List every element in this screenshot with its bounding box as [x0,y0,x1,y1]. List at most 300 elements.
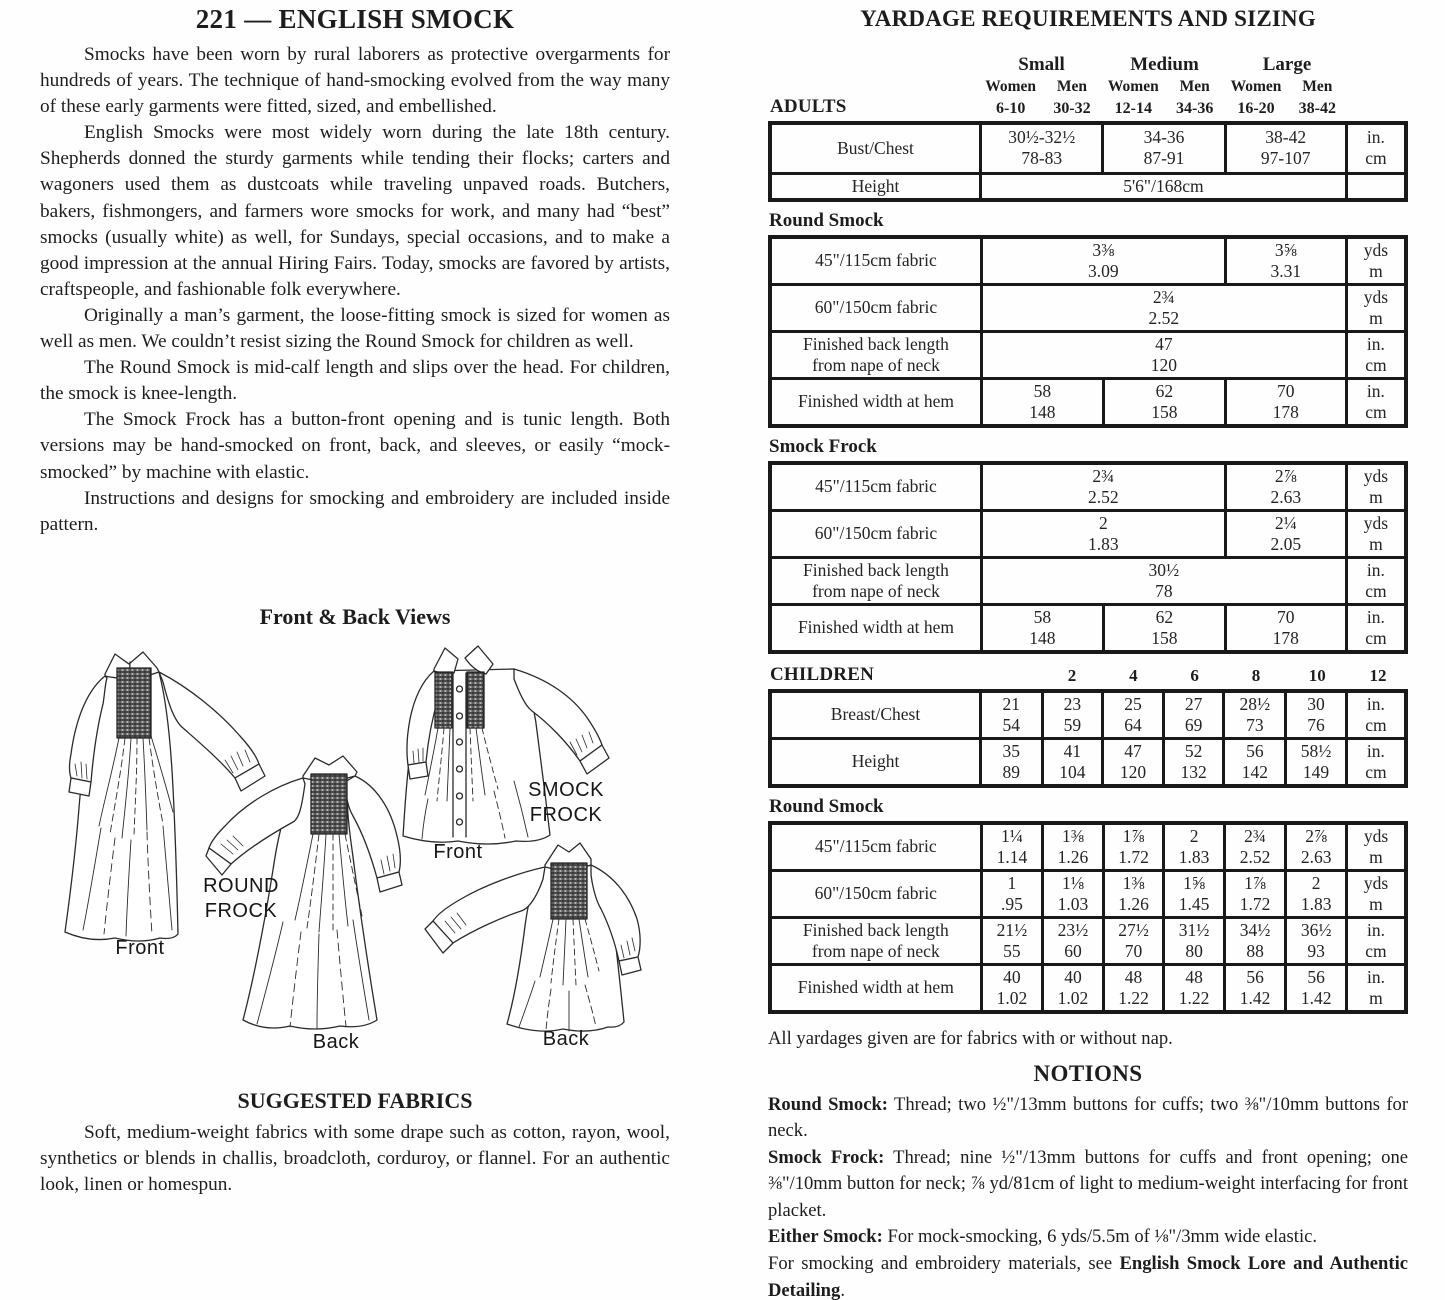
page-title: 221 — ENGLISH SMOCK [195,4,515,34]
cell-line: yds [1363,512,1389,533]
sizing-table [768,235,1408,428]
table-row [770,738,1406,786]
table-row [770,557,1406,604]
round-frock-label [203,874,279,924]
cell-line: 1.02 [1057,987,1089,1008]
cell-line: 89 [1002,761,1021,782]
cell-line: 2⅞ [1305,825,1328,846]
round-smock-adults-table-wrap [768,235,1408,428]
cell-line: Finished back length [803,333,949,354]
gender-header-row [768,76,1408,96]
cell-line: Height [851,175,900,196]
value-cell [1346,604,1406,652]
notion-lead-in: Round Smock: [768,1093,889,1115]
cell-line: 2.05 [1270,533,1302,554]
cell-line: 70 [1277,606,1295,627]
value-cell [1164,917,1225,964]
value-cell [1346,557,1406,604]
value-cell [1346,738,1406,786]
row-label-cell [770,173,981,200]
row-label-cell [770,510,981,557]
cell-line: Height [851,751,900,771]
frock-front-caption: Front [433,841,483,863]
cell-line: 2 [1098,512,1108,533]
cell-line: 120 [1150,354,1177,375]
value-cell [1346,173,1406,200]
table-row [770,284,1406,331]
size-group-small: Small [1018,54,1065,76]
cell-line: Finished width at hem [797,391,954,411]
cell-line: 1.83 [1088,533,1119,554]
value-cell [1103,123,1225,173]
cell-line: Finished width at hem [797,977,954,997]
cell-line: 1⅞ [1122,825,1145,846]
value-cell [981,378,1103,426]
intro-paragraph: The Round Smock is mid-calf length and slips over the head. For children, the smock is knee-length. [40,357,670,405]
row-label-cell [770,604,981,652]
table-row [770,917,1406,964]
intro-paragraph: Smocks have been worn by rural laborers as protective overgarments for hundreds of years. The technique of hand-smocking evolved from the way many of these early garments were fitted, sized, and embellished. [40,44,670,118]
child-size: 12 [1369,665,1387,685]
cell-line: 158 [1151,401,1178,422]
value-cell [1346,691,1406,739]
cell-line: 70 [1277,380,1295,401]
cell-line: in. [1366,919,1385,940]
table-row [770,510,1406,557]
cell-line: 2.52 [1088,486,1119,507]
value-cell [1103,604,1225,652]
cell-line: 88 [1246,940,1264,961]
notion-smock-frock [768,1145,1408,1225]
cell-line: 2¾ [1152,286,1175,307]
cell-line: 78-83 [1021,148,1063,169]
cell-line: 45"/115cm fabric [815,250,937,270]
notion-lead-in: English Smock Lore and Authentic Detailing [768,1253,1408,1300]
cell-line: 1.03 [1057,893,1089,914]
cell-line: 158 [1151,627,1178,648]
cell-line: 1.42 [1300,987,1332,1008]
cell-line: 148 [1029,627,1056,648]
value-cell [981,691,1043,739]
cell-line: 2.63 [1270,486,1302,507]
cell-line: 1.83 [1300,893,1332,914]
adults-label: ADULTS [770,96,847,118]
cell-line: 31½ [1178,919,1210,940]
cell-line: 28½ [1239,693,1271,714]
value-cell [1224,823,1286,871]
row-label-cell [770,557,981,604]
notion-text: Thread; two ½"/13mm buttons for cuffs; two ⅜"/10mm buttons for neck. [768,1093,1409,1142]
cell-line: 2¾ [1092,465,1115,486]
value-cell [981,604,1103,652]
value-cell [1286,917,1347,964]
sizing-table [768,821,1408,1014]
section-round-smock-adults: Round Smock [769,209,884,231]
row-label-cell [770,284,981,331]
adult-size: 38-42 [1298,99,1336,117]
value-cell [1103,691,1164,739]
cell-line: 1⅞ [1244,872,1267,893]
notion-either-smock [768,1224,1408,1251]
gender-label: Men [1056,78,1088,96]
cell-line: m [1369,987,1383,1008]
cell-line: 56 [1246,966,1264,987]
value-cell [981,738,1043,786]
adult-size: 34-36 [1175,99,1214,117]
cell-line: 2.63 [1300,846,1332,867]
value-cell [981,917,1043,964]
value-cell [981,823,1043,871]
value-cell [981,557,1346,604]
cell-line: 2.52 [1239,846,1271,867]
notion-round-smock [768,1092,1408,1145]
cell-line: 59 [1063,714,1082,735]
cell-line: 27 [1184,693,1203,714]
smock-frock-label-line2: FROCK [529,804,603,826]
cell-line: 58 [1033,606,1052,627]
cell-line: .95 [1000,893,1023,914]
cell-line: 34-36 [1143,127,1185,148]
cell-line: 55 [1003,940,1021,961]
value-cell [1103,964,1164,1012]
cell-line: 132 [1180,761,1207,782]
table-row [770,237,1406,285]
sizing-table [768,121,1408,202]
value-cell [1042,738,1103,786]
intro-paragraph: Originally a man’s garment, the loose-fitting smock is sized for women as well as men. We couldn’t resist sizing the Round Smock for children as well. [40,304,670,353]
cell-line: 60 [1064,940,1082,961]
cell-line: 1.45 [1178,893,1210,914]
cell-line: 54 [1002,714,1021,735]
smocking-panel [117,668,151,738]
round-frock-label-line1: ROUND [203,875,279,897]
cell-line: 1.02 [996,987,1028,1008]
gender-label: Men [1179,78,1210,96]
cell-line: Finished width at hem [797,617,954,637]
cell-line: 52 [1184,740,1203,761]
value-cell [981,173,1347,200]
row-label-cell [770,917,981,964]
cell-line: 36½ [1300,919,1332,940]
cell-line: 1.22 [1178,987,1210,1008]
fabrics-heading: SUGGESTED FABRICS [237,1088,473,1113]
adult-size: 6-10 [996,99,1026,117]
value-cell [1103,823,1164,871]
cell-line: 40 [1064,966,1082,987]
cell-line: m [1369,486,1383,507]
cell-line: 21 [1002,693,1021,714]
row-label-cell [770,463,981,511]
value-cell [1043,917,1104,964]
cell-line: 1⅛ [1062,872,1084,893]
intro-paragraph: Instructions and designs for smocking and embroidery are included inside pattern. [40,487,670,535]
value-cell [1225,378,1346,426]
cell-line: 38-42 [1265,127,1307,148]
adults-sizing-table-wrap [768,121,1408,202]
child-size: 8 [1251,665,1261,685]
cell-line: 30½-32½ [1008,127,1076,148]
cell-line: 64 [1124,714,1142,735]
cell-line: 2 [1311,872,1321,893]
cell-line: 1¼ [1000,825,1023,846]
cell-line: 148 [1029,401,1056,422]
notion-text: For mock-smocking, 6 yds/5.5m of ⅛"/3mm wide elastic. [882,1226,1318,1248]
cell-line: m [1369,893,1383,914]
frock-back-caption: Back [542,1028,590,1050]
child-size: 2 [1067,665,1077,685]
cell-line: 2¼ [1274,512,1297,533]
row-label-cell [770,964,981,1012]
adult-size: 16-20 [1237,99,1275,117]
cell-line: cm [1365,627,1387,648]
cell-line: cm [1365,401,1387,422]
cell-line: 48 [1185,966,1203,987]
fabrics-section [40,1120,670,1198]
round-smock-children-table-wrap [768,821,1408,1014]
cell-line: cm [1365,148,1387,169]
size-group-header-row [768,53,1408,76]
value-cell [1346,237,1406,285]
cell-line: 120 [1119,761,1147,782]
cell-line: Bust/Chest [837,137,914,158]
value-cell [1346,510,1406,557]
cell-line: 30 [1307,693,1325,714]
value-cell [1043,870,1104,917]
sizing-table [768,689,1408,788]
row-label-cell [770,691,981,739]
cell-line: Finished back length [803,559,949,580]
cell-line: in. [1366,693,1385,714]
cell-line: 2¾ [1244,825,1267,846]
value-cell [981,510,1225,557]
value-cell [1225,463,1346,511]
cell-line: m [1369,846,1383,867]
cell-line: 78 [1155,580,1173,601]
row-label-cell [770,331,981,378]
cell-line: cm [1365,761,1387,782]
cell-line: yds [1363,465,1389,486]
size-group-medium: Medium [1130,54,1199,76]
notion-lead-in: Smock Frock: [768,1146,885,1168]
cell-line: 149 [1302,761,1330,782]
gender-label: Men [1302,78,1333,96]
nap-note: All yardages given are for fabrics with or without nap. [768,1027,1173,1049]
cell-line: 1.26 [1057,846,1089,867]
cell-line: 69 [1184,714,1203,735]
cell-line: 23 [1063,693,1082,714]
child-size: 4 [1129,665,1138,685]
smock-frock-adults-table-wrap [768,461,1408,654]
cell-line: from nape of neck [812,354,940,375]
table-row [770,463,1406,511]
table-row [770,331,1406,378]
cell-line: 58 [1033,380,1052,401]
table-row [770,173,1406,200]
cell-line: 56 [1246,740,1264,761]
cell-line: in. [1366,740,1385,761]
gender-label: Women [1107,78,1159,96]
value-cell [1225,510,1346,557]
table-row [770,823,1406,871]
cell-line: 3⅜ [1092,239,1115,260]
cell-line: cm [1365,354,1387,375]
value-cell [1103,917,1164,964]
fabrics-paragraph: Soft, medium-weight fabrics with some drape such as cotton, rayon, wool, synthetics or blends in challis, broadcloth, corduroy, or flannel. For an authentic look, linen or homespun. [40,1122,670,1196]
value-cell [981,463,1225,511]
cell-line: 60"/150cm fabric [814,883,937,903]
cell-line: 87-91 [1143,148,1185,169]
value-cell [1224,691,1286,739]
cell-line: in. [1366,559,1385,580]
cell-line: in. [1366,127,1385,148]
size-group-large: Large [1262,54,1312,76]
cell-line: 34½ [1239,919,1271,940]
cell-line: 1.72 [1239,893,1271,914]
cell-line: 1 [1007,872,1017,893]
value-cell [981,331,1346,378]
value-cell [1043,823,1104,871]
cell-line: in. [1366,333,1385,354]
cell-line: 1.14 [996,846,1028,867]
cell-line: 3.09 [1088,260,1119,281]
cell-line: yds [1363,239,1389,260]
value-cell [1286,738,1347,786]
value-cell [1346,378,1406,426]
notion-text: For smocking and embroidery materials, see [768,1253,1120,1275]
cell-line: 1.83 [1178,846,1210,867]
cell-line: cm [1365,714,1387,735]
cell-line: cm [1365,940,1387,961]
value-cell [1164,964,1225,1012]
cell-line: 5'6"/168cm [1123,175,1204,196]
value-cell [1346,463,1406,511]
smocking-panel [311,774,347,834]
child-size: 6 [1190,665,1199,685]
section-round-smock-children: Round Smock [769,795,884,817]
cell-line: 35 [1002,740,1021,761]
views-heading: Front & Back Views [259,604,451,629]
round-frock-label-line2: FROCK [204,900,278,922]
cell-line: 70 [1124,940,1143,961]
cell-line: 62 [1155,606,1174,627]
cell-line: 58½ [1300,740,1332,761]
cell-line: 2.52 [1148,307,1180,328]
cell-line: 1⅝ [1183,872,1205,893]
cell-line: from nape of neck [811,940,940,961]
table-row [770,870,1406,917]
value-cell [1346,823,1406,871]
row-label-cell [770,123,981,173]
children-sizes-header-row [768,663,1408,686]
value-cell [1286,691,1347,739]
cell-line: 40 [1003,966,1021,987]
intro-section [40,4,670,538]
intro-paragraph: English Smocks were most widely worn during the late 18th century. Shepherds donned the sturdy garments while tending their flocks; carters and wagoners used them as dustcoats while traveling unpaved roads. Butchers, bakers, fishmongers, and farmers wore smocks for work, and many had “best” smocks (usually white) as well, for Sundays, special occasions, and to make a good impression at the annual Hiring Fairs. Today, smocks are favored by artists, craftspeople, and fashionable folk everywhere. [40,122,670,300]
value-cell [1103,870,1164,917]
smock-frock-label [527,778,605,828]
cell-line: yds [1363,825,1389,846]
gender-label: Women [985,78,1037,96]
adult-size: 12-14 [1114,99,1152,117]
cell-line: 93 [1307,940,1325,961]
value-cell [1346,331,1406,378]
yardage-title: YARDAGE REQUIREMENTS AND SIZING [860,6,1316,31]
cell-line: in. [1366,380,1385,401]
children-sizing-table-wrap [768,689,1408,788]
cell-line: 21½ [996,919,1028,940]
cell-line: in. [1366,606,1385,627]
table-row [770,123,1406,173]
table-row [770,378,1406,426]
value-cell [1346,123,1406,173]
cell-line: cm [1365,580,1387,601]
table-row [770,964,1406,1012]
smock-frock-back-drawing [423,841,693,1036]
row-label-cell [770,738,981,786]
cell-line: 76 [1307,714,1325,735]
value-cell [1163,691,1224,739]
value-cell [981,237,1225,285]
cell-line: 142 [1241,761,1268,782]
cell-line: 62 [1155,380,1174,401]
cell-line: m [1369,533,1383,554]
value-cell [981,284,1346,331]
value-cell [1224,917,1286,964]
cell-line: 41 [1063,740,1082,761]
value-cell [1346,917,1406,964]
value-cell [1164,870,1225,917]
intro-paragraph: The Smock Frock has a button-front opening and is tunic length. Both versions may be hand-smocked on front, back, and sleeves, or easily “mock-smocked” by machine with elastic. [40,409,670,483]
value-cell [1225,237,1346,285]
value-cell [981,870,1043,917]
value-cell [1043,964,1104,1012]
cell-line: 48 [1124,966,1143,987]
notion-text: . [840,1279,845,1300]
cell-line: m [1369,260,1383,281]
value-cell [1286,964,1347,1012]
cell-line: 2⅞ [1274,465,1297,486]
cell-line: 97-107 [1260,148,1311,169]
value-cell [981,123,1103,173]
smock-frock-label-line1: SMOCK [528,779,604,801]
cell-line: m [1369,307,1383,328]
row-label-cell [770,823,981,871]
cell-line: yds [1363,286,1389,307]
value-cell [1224,738,1286,786]
value-cell [1346,870,1406,917]
row-label-cell [770,378,981,426]
sizing-table [768,461,1408,654]
cell-line: 25 [1124,693,1142,714]
cell-line: 60"/150cm fabric [814,297,938,317]
cell-line: 73 [1246,714,1264,735]
value-cell [1163,738,1224,786]
value-cell [1286,870,1347,917]
cell-line: 56 [1307,966,1325,987]
value-cell [1225,604,1346,652]
smocking-panel [551,863,587,919]
section-smock-frock: Smock Frock [769,435,877,457]
adult-sizes-header-row [768,96,1408,118]
cell-line: 3.31 [1270,260,1302,281]
notion-lead-in: Either Smock: [768,1226,883,1248]
cell-line: 45"/115cm fabric [814,836,937,856]
value-cell [1103,738,1164,786]
cell-line: 1⅜ [1122,872,1145,893]
cell-line: 2 [1189,825,1199,846]
children-label: CHILDREN [770,663,875,685]
yardage-section [768,4,1408,1300]
